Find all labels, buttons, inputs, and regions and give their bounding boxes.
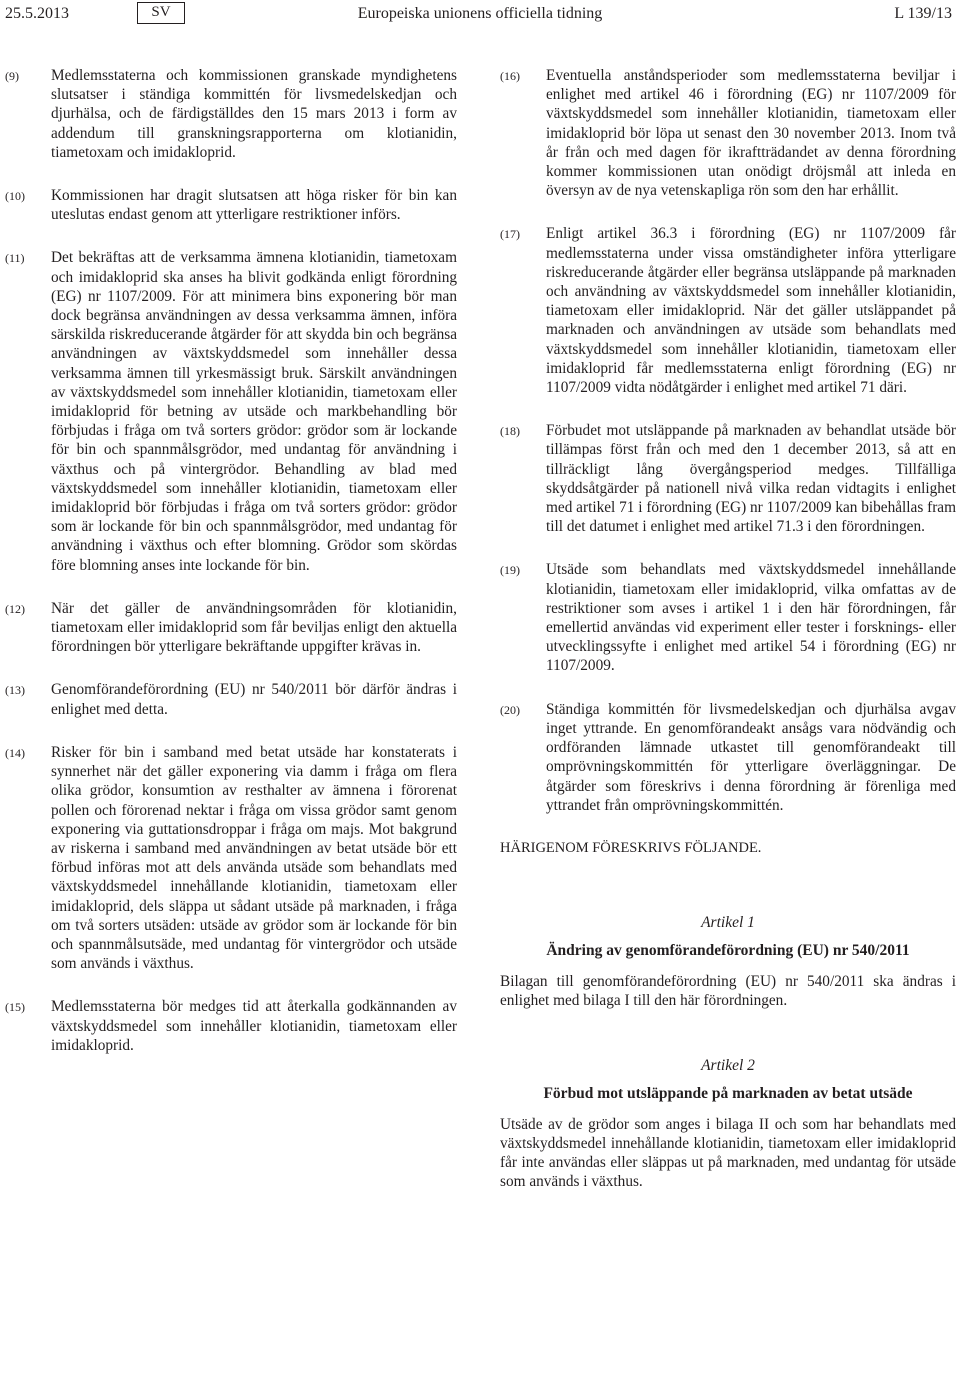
recital-14	[5, 743, 457, 973]
page-number: L 139/13	[894, 5, 952, 22]
issue-date: 25.5.2013	[5, 5, 69, 22]
recital-9	[5, 66, 457, 162]
recital-text: Kommissionen har dragit slutsatsen att höga risker för bin kan uteslutas endast genom att ytterligare restriktioner införs.	[51, 187, 457, 224]
recital-text: Medlemsstaterna och kommissionen granskade myndighetens slutsatser i ständiga kommittén för livsmedelskedjan och djurhälsa, och de färdigställdes den 15 mars 2013 i form av addendum till granskningsrapporterna om klotianidin, tiametoxam och imidakloprid.	[51, 67, 457, 161]
recital-number: (15)	[5, 1000, 25, 1015]
recital-number: (14)	[5, 745, 25, 760]
recital-text: Medlemsstaterna bör medges tid att återkalla godkännanden av växtskyddsmedel som innehåller klotianidin, tiametoxam eller imidakloprid.	[51, 998, 457, 1054]
recital-text: Eventuella anståndsperioder som medlemsstaterna beviljar i enlighet med artikel 46 i förordning (EG) nr 1107/2009 för växtskyddsmedel som innehåller klotianidin, tiametoxam eller imidakloprid bör löpa ut senast den 30 november 2013. Inom två år från och med dagen för ikraftträdandet av denna förordning kommer kommissionen utan onödigt dröjsmål att inleda en översyn av de nya vetenskapliga rön som den har erhållit.	[546, 67, 956, 200]
article-1-title: Ändring av genomförandeförordning (EU) nr 540/2011	[546, 942, 910, 960]
recital-text: Det bekräftas att de verksamma ämnena klotianidin, tiametoxam och imidakloprid ska anses ha blivit godkända enligt förordning (EG) nr 1107/2009. För att minimera bins exponering bör man dock begränsa användningen av dessa verksamma ämnen, införa särskilda riskreducerande åtgärder för att skydda bin och begränsa användningen av växtskyddsmedel som innehåller dessa verksamma ämnen till yrkesmässigt bruk. Särskilt användningen av växtskyddsmedel som innehåller klotianidin, tiametoxam eller imidakloprid för betning av utsäde och markbehandling bör förbjudas i fråga om två sorters grödor: grödor som är lockande för bin och spannmålsgrödor, med undantag för användning i växthus och på vintergrödor. Behandling av blad med växtskyddsmedel som innehåller klotianidin, tiametoxam eller imidakloprid bör förbjudas i fråga om två sorters grödor: grödor som är lockande för bin och spannmålsgrödor, med undantag för användning i växthus och efter blomning. Grödor som skördas före blomning anses inte lockande för bin.	[51, 249, 457, 574]
recital-number: (11)	[5, 251, 25, 266]
recital-12	[5, 599, 457, 657]
recital-number: (13)	[5, 683, 25, 698]
recital-number: (17)	[500, 227, 520, 242]
article-2-label: Artikel 2	[701, 1056, 755, 1074]
recital-10	[5, 186, 457, 224]
recital-number: (18)	[500, 424, 520, 439]
recital-text: Enligt artikel 36.3 i förordning (EG) nr 1107/2009 får medlemsstaterna under vissa omständigheter införa ytterligare riskreducerande åtgärder eller begränsa utsläppande på marknaden och användning av växtskyddsmedel som innehåller klotianidin, tiametoxam eller imidakloprid. När det gäller utsläppandet på marknaden och användningen av utsäde som behandlats med växtskyddsmedel som innehåller klotianidin, tiametoxam eller imidakloprid får medlemsstaterna enligt förordning (EG) nr 1107/2009 vidta nödåtgärder i enlighet med artikel 71 däri.	[546, 225, 956, 397]
recital-13	[5, 680, 457, 718]
recital-17	[500, 224, 956, 397]
recital-18	[500, 421, 956, 536]
language-badge: SV	[137, 2, 185, 24]
recital-number: (10)	[5, 189, 25, 204]
recital-text: Ständiga kommittén för livsmedelskedjan och djurhälsa avgav inget yttrande. En genomförandeakt ansågs vara nödvändig och ordföranden lämnade utkastet till genomförandeakt till omprövningskommittén för ytterligare överläggningar. De åtgärder som föreskrivs i denna förordning är förenliga med yttrandet från omprövningskommittén.	[546, 700, 956, 814]
article-2-title: Förbud mot utsläppande på marknaden av betat utsäde	[543, 1084, 913, 1102]
recital-19	[500, 560, 956, 675]
recital-text: Utsäde som behandlats med växtskyddsmedel innehållande klotianidin, tiametoxam eller imidakloprid, vilka omfattas av de restriktioner som avses i artikel 1 i den här förordningen, får emellertid användas vid experiment eller tester i forsknings- eller utvecklingssyfte i enlighet med artikel 54 i förordning (EG) nr 1107/2009.	[546, 561, 956, 675]
recital-text: Genomförandeförordning (EU) nr 540/2011 bör därför ändras i enlighet med detta.	[51, 681, 457, 718]
recital-number: (20)	[500, 702, 520, 717]
adoption-formula: HÄRIGENOM FÖRESKRIVS FÖLJANDE.	[500, 839, 762, 856]
journal-title: Europeiska unionens officiella tidning	[357, 5, 603, 22]
recital-15	[5, 997, 457, 1055]
recital-text: När det gäller de användningsområden för klotianidin, tiametoxam eller imidakloprid som får beviljas enligt den aktuella förordningen bör ytterligare bekräftande uppgifter krävas in.	[51, 599, 457, 656]
recital-number: (16)	[500, 69, 520, 83]
recital-text: Förbudet mot utsläppande på marknaden av behandlat utsäde bör tillämpas först från och med den 1 december 2013, så att en tillräckligt lång övergångsperiod medges. Tillfälliga skyddsåtgärder på nationell nivå vilka redan vidtagits i enlighet med artikel 71 i förordning (EG) nr 1107/2009 kan bibehållas fram till det datumet i enlighet med artikel 71.3 i den förordningen.	[546, 422, 956, 536]
right-column	[500, 66, 956, 1191]
recital-20	[500, 700, 956, 815]
article-1-body: Bilagan till genomförandeförordning (EU) nr 540/2011 ska ändras i enlighet med bilaga I till den här förordningen.	[500, 973, 956, 1010]
left-column	[5, 66, 457, 1079]
recital-number: (9)	[5, 69, 19, 83]
article-2-body: Utsäde av de grödor som anges i bilaga II och som har behandlats med växtskyddsmedel innehållande klotianidin, tiametoxam eller imidakloprid får inte användas eller släppas ut på marknaden, med undantag för utsäde som används i växthus.	[500, 1115, 956, 1191]
recital-number: (19)	[500, 563, 520, 578]
article-1-label: Artikel 1	[701, 914, 755, 932]
recital-16	[500, 66, 956, 200]
recital-text: Risker för bin i samband med betat utsäde har konstaterats i synnerhet när det gäller exponering via damm i fråga om flera olika grödor, konsumtion av resthalter av ämnena i förorenat pollen och förorenad nektar i fråga om vissa grödor samt genom exponering via guttationsdroppar i fråga om majs. Mot bakgrund av riskerna i samband med användningen av betat utsäde bör ett förbud införas mot att dels använda utsäde som behandlats med växtskyddsmedel innehållande klotianidin, tiametoxam eller imidakloprid, dels släppa ut sådant utsäde på marknaden, i fråga om två sorters utsäden: utsäde av grödor som är lockande för bin och spannmålsutsäde, med undantag för vintergrödor och utsäde som används i växthus.	[51, 743, 457, 973]
recital-11	[5, 248, 457, 574]
recital-number: (12)	[5, 601, 25, 616]
page-header	[0, 0, 960, 28]
